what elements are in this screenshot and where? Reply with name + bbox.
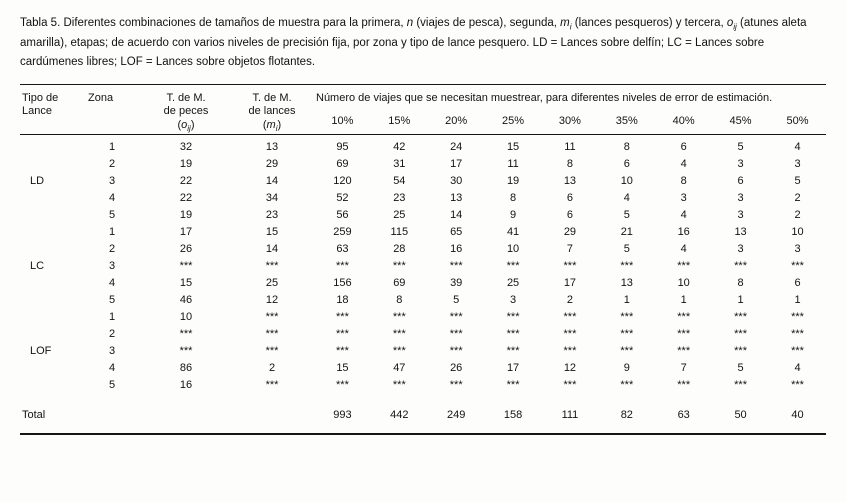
value-cell: *** xyxy=(791,379,804,392)
value-cell: *** xyxy=(563,345,577,358)
lances-cell: 14 xyxy=(265,175,279,188)
total-value-cell: 993 xyxy=(333,409,352,422)
value-cell: 29 xyxy=(563,226,577,239)
value-cell: 6 xyxy=(566,209,573,222)
table-row xyxy=(20,275,826,292)
zona-cell: 5 xyxy=(108,294,116,307)
table-row xyxy=(20,241,826,258)
value-cell: 4 xyxy=(623,192,630,205)
value-cell: 1 xyxy=(623,294,630,307)
value-cell: 10 xyxy=(620,175,633,188)
zona-cell: 3 xyxy=(108,260,116,273)
value-cell: 3 xyxy=(737,209,744,222)
peces-cell: *** xyxy=(179,260,193,273)
value-cell: 13 xyxy=(563,175,577,188)
peces-cell: 19 xyxy=(179,209,193,222)
value-cell: *** xyxy=(563,328,577,341)
value-cell: 8 xyxy=(623,141,630,154)
value-cell: 17 xyxy=(506,362,520,375)
value-cell: 11 xyxy=(564,141,576,154)
group-label-cell xyxy=(20,135,82,157)
total-row xyxy=(20,394,826,434)
col-header-span: Número de viajes que se necesitan muestrear, para diferentes niveles de error de estimación. xyxy=(316,91,773,104)
value-cell: 31 xyxy=(393,158,406,171)
value-cell: *** xyxy=(449,328,463,341)
table-row xyxy=(20,326,826,343)
table-row xyxy=(20,309,826,326)
lances-cell: 29 xyxy=(265,158,279,171)
value-cell: 15 xyxy=(506,141,520,154)
value-cell: *** xyxy=(506,379,520,392)
value-cell: 69 xyxy=(393,277,406,290)
value-cell: 1 xyxy=(794,294,801,307)
value-cell: 4 xyxy=(680,158,687,171)
value-cell: 16 xyxy=(677,226,690,239)
col-header-line: de lances xyxy=(248,105,296,118)
value-cell: 4 xyxy=(794,141,801,154)
table-row xyxy=(20,343,826,360)
table-row xyxy=(20,224,826,241)
empty-cell xyxy=(82,394,142,434)
value-cell: 5 xyxy=(737,362,744,375)
peces-cell: 86 xyxy=(179,362,193,375)
value-cell: 30 xyxy=(450,175,463,188)
value-cell: 9 xyxy=(510,209,517,222)
value-cell: 8 xyxy=(396,294,403,307)
group-label-cell xyxy=(20,292,82,309)
value-cell: *** xyxy=(336,260,349,273)
total-value-cell: 63 xyxy=(677,409,690,422)
value-cell: *** xyxy=(791,345,804,358)
value-cell: 8 xyxy=(566,158,573,171)
value-cell: *** xyxy=(392,328,406,341)
value-cell: *** xyxy=(791,328,804,341)
value-cell: 6 xyxy=(680,141,687,154)
value-cell: 115 xyxy=(390,226,409,239)
value-cell: *** xyxy=(449,379,463,392)
zona-cell: 4 xyxy=(108,192,116,205)
value-cell: *** xyxy=(677,311,691,324)
value-cell: *** xyxy=(677,328,691,341)
value-cell: *** xyxy=(734,260,747,273)
lances-cell: *** xyxy=(265,328,279,341)
value-cell: 4 xyxy=(680,243,687,256)
value-cell: *** xyxy=(449,311,463,324)
lances-cell: *** xyxy=(265,345,279,358)
value-cell: 6 xyxy=(566,192,573,205)
value-cell: *** xyxy=(392,379,406,392)
value-cell: 25 xyxy=(506,277,520,290)
total-value-cell: 249 xyxy=(447,409,466,422)
zona-cell: 2 xyxy=(108,158,116,171)
value-cell: 56 xyxy=(336,209,349,222)
group-label-cell xyxy=(20,309,82,326)
value-cell: 19 xyxy=(506,175,520,188)
value-cell: 14 xyxy=(450,209,463,222)
value-cell: 3 xyxy=(680,192,687,205)
group-label-cell xyxy=(20,360,82,377)
group-label-cell: LC xyxy=(30,260,45,273)
group-label-cell xyxy=(20,190,82,207)
value-cell: 2 xyxy=(794,209,801,222)
value-cell: 3 xyxy=(737,158,744,171)
value-cell: 6 xyxy=(737,175,744,188)
table-row xyxy=(20,135,826,157)
value-cell: *** xyxy=(620,345,634,358)
table-row xyxy=(20,377,826,394)
value-cell: 3 xyxy=(794,243,801,256)
value-cell: *** xyxy=(392,311,406,324)
value-cell: 7 xyxy=(680,362,687,375)
col-header-line: Lance xyxy=(22,105,52,118)
value-cell: 5 xyxy=(623,243,630,256)
total-value-cell: 158 xyxy=(503,409,523,422)
empty-cell xyxy=(142,394,230,434)
value-cell: 28 xyxy=(393,243,406,256)
value-cell: 23 xyxy=(393,192,406,205)
value-cell: 24 xyxy=(450,141,463,154)
col-header-peces xyxy=(142,84,230,135)
value-cell: 18 xyxy=(336,294,349,307)
group-label-cell: LOF xyxy=(30,345,52,358)
value-cell: 12 xyxy=(563,362,577,375)
percent-header: 50% xyxy=(769,106,826,135)
table-row xyxy=(20,156,826,173)
value-cell: 120 xyxy=(333,175,352,188)
value-cell: *** xyxy=(563,379,577,392)
value-cell: 26 xyxy=(450,362,463,375)
total-label-cell: Total xyxy=(22,409,46,422)
peces-cell: 46 xyxy=(179,294,193,307)
percent-header: 15% xyxy=(371,106,428,135)
peces-cell: 15 xyxy=(179,277,193,290)
peces-cell: 17 xyxy=(179,226,193,239)
value-cell: 3 xyxy=(737,243,744,256)
value-cell: *** xyxy=(620,311,634,324)
value-cell: 15 xyxy=(336,362,349,375)
zona-cell: 2 xyxy=(108,243,116,256)
value-cell: 13 xyxy=(734,226,747,239)
value-cell: *** xyxy=(506,345,520,358)
value-cell: 10 xyxy=(506,243,520,256)
value-cell: *** xyxy=(677,345,691,358)
table-row xyxy=(20,207,826,224)
group-label-cell xyxy=(20,326,82,343)
value-cell: 3 xyxy=(794,158,801,171)
value-cell: *** xyxy=(620,260,634,273)
total-value-cell: 40 xyxy=(791,409,804,422)
header-row-top xyxy=(20,84,826,106)
value-cell: 42 xyxy=(393,141,406,154)
col-header-symbol: $(m_i)$ xyxy=(262,119,282,134)
table-body xyxy=(20,135,826,435)
value-cell: *** xyxy=(506,328,520,341)
value-cell: *** xyxy=(506,311,520,324)
value-cell: 7 xyxy=(566,243,573,256)
value-cell: 65 xyxy=(450,226,463,239)
col-header-line: T. de M. xyxy=(166,91,206,104)
sample-size-table xyxy=(20,84,826,436)
table-caption: Tabla 5. Diferentes combinaciones de tamaños de muestra para la primera, n (viajes de pesca), segunda, $m_i$ (lances pesqueros) y tercera, $o_{ij}$ (atunes aleta amarilla), etapas; de acuerdo con varios niveles de precisión fija, por zona y tipo de lance pesquero. LD = Lances sobre delfín; LC = Lances sobre cardúmenes libres; LOF = Lances sobre objetos flotantes. xyxy=(20,17,807,68)
value-cell: *** xyxy=(677,260,691,273)
zona-cell: 1 xyxy=(108,311,116,324)
peces-cell: 22 xyxy=(179,192,193,205)
zona-cell: 3 xyxy=(108,175,116,188)
value-cell: 54 xyxy=(393,175,406,188)
value-cell: 21 xyxy=(620,226,633,239)
value-cell: *** xyxy=(392,260,406,273)
percent-header: 40% xyxy=(655,106,712,135)
value-cell: 2 xyxy=(566,294,573,307)
value-cell: 156 xyxy=(333,277,352,290)
value-cell: *** xyxy=(336,345,349,358)
lances-cell: 13 xyxy=(265,141,279,154)
value-cell: *** xyxy=(734,345,747,358)
value-cell: *** xyxy=(620,379,634,392)
lances-cell: 12 xyxy=(265,294,279,307)
value-cell: 47 xyxy=(393,362,406,375)
lances-cell: 15 xyxy=(265,226,279,239)
peces-cell: *** xyxy=(179,328,193,341)
lances-cell: 25 xyxy=(265,277,279,290)
table-header xyxy=(20,84,826,135)
zona-cell: 2 xyxy=(108,328,116,341)
peces-cell: 32 xyxy=(179,141,193,154)
value-cell: 5 xyxy=(737,141,744,154)
zona-cell: 4 xyxy=(108,362,116,375)
col-header-line: de peces xyxy=(163,105,209,118)
value-cell: 16 xyxy=(450,243,463,256)
col-header-tipo-de-lance xyxy=(20,84,82,135)
value-cell: *** xyxy=(449,345,463,358)
table-row xyxy=(20,360,826,377)
value-cell: 41 xyxy=(506,226,520,239)
group-label-cell xyxy=(20,275,82,292)
zona-cell: 5 xyxy=(108,209,116,222)
percent-header: 30% xyxy=(542,106,599,135)
col-header-zona xyxy=(82,84,142,135)
value-cell: 5 xyxy=(453,294,460,307)
peces-cell: 22 xyxy=(179,175,193,188)
value-cell: 95 xyxy=(336,141,349,154)
group-label-cell xyxy=(20,207,82,224)
value-cell: 9 xyxy=(623,362,630,375)
value-cell: 2 xyxy=(794,192,801,205)
table-row xyxy=(20,173,826,190)
zona-cell: 5 xyxy=(108,379,116,392)
percent-header: 10% xyxy=(314,106,371,135)
value-cell: 69 xyxy=(336,158,349,171)
value-cell: 10 xyxy=(791,226,804,239)
total-value-cell: 50 xyxy=(734,409,747,422)
value-cell: 17 xyxy=(563,277,577,290)
col-header-line: T. de M. xyxy=(252,91,292,104)
zona-cell: 4 xyxy=(108,277,116,290)
value-cell: 13 xyxy=(450,192,463,205)
value-cell: 1 xyxy=(680,294,687,307)
value-cell: 11 xyxy=(507,158,519,171)
table-row xyxy=(20,190,826,207)
value-cell: 25 xyxy=(393,209,406,222)
total-value-cell: 82 xyxy=(620,409,633,422)
value-cell: *** xyxy=(392,345,406,358)
value-cell: *** xyxy=(563,311,577,324)
value-cell: 4 xyxy=(680,209,687,222)
lances-cell: 2 xyxy=(268,362,276,375)
col-header-line: Zona xyxy=(88,91,114,104)
lances-cell: 14 xyxy=(265,243,279,256)
zona-cell: 1 xyxy=(108,141,116,154)
value-cell: 63 xyxy=(336,243,349,256)
value-cell: 8 xyxy=(737,277,744,290)
value-cell: 5 xyxy=(794,175,801,188)
col-header-lances xyxy=(230,84,314,135)
value-cell: *** xyxy=(449,260,463,273)
peces-cell: 16 xyxy=(179,379,193,392)
value-cell: *** xyxy=(336,328,349,341)
lances-cell: *** xyxy=(265,311,279,324)
value-cell: 8 xyxy=(510,192,517,205)
value-cell: 3 xyxy=(510,294,517,307)
value-cell: *** xyxy=(734,328,747,341)
lances-cell: 34 xyxy=(265,192,279,205)
peces-cell: 19 xyxy=(179,158,193,171)
col-header-symbol: $(o_{ij})$ xyxy=(177,119,195,134)
zona-cell: 3 xyxy=(108,345,116,358)
value-cell: *** xyxy=(620,328,634,341)
value-cell: *** xyxy=(734,379,747,392)
group-label-cell: LD xyxy=(30,175,45,188)
value-cell: 5 xyxy=(623,209,630,222)
total-value-cell: 442 xyxy=(390,409,409,422)
group-label-cell xyxy=(20,156,82,173)
percent-header: 20% xyxy=(428,106,485,135)
value-cell: *** xyxy=(506,260,520,273)
table-row xyxy=(20,292,826,309)
value-cell: 4 xyxy=(794,362,801,375)
percent-header: 45% xyxy=(712,106,769,135)
empty-cell xyxy=(230,394,314,434)
value-cell: 3 xyxy=(737,192,744,205)
group-label-cell xyxy=(20,224,82,241)
value-cell: *** xyxy=(791,311,804,324)
table-row xyxy=(20,258,826,275)
value-cell: 17 xyxy=(450,158,463,171)
value-cell: 39 xyxy=(450,277,463,290)
value-cell: *** xyxy=(791,260,804,273)
value-cell: *** xyxy=(734,311,747,324)
lances-cell: *** xyxy=(265,379,279,392)
value-cell: *** xyxy=(563,260,577,273)
zona-cell: 1 xyxy=(108,226,116,239)
lances-cell: *** xyxy=(265,260,279,273)
peces-cell: 10 xyxy=(179,311,193,324)
value-cell: 259 xyxy=(333,226,352,239)
value-cell: 8 xyxy=(680,175,687,188)
value-cell: 6 xyxy=(623,158,630,171)
group-label-cell xyxy=(20,241,82,258)
lances-cell: 23 xyxy=(265,209,279,222)
value-cell: 10 xyxy=(677,277,690,290)
value-cell: *** xyxy=(336,379,349,392)
value-cell: 6 xyxy=(794,277,801,290)
value-cell: 1 xyxy=(737,294,744,307)
peces-cell: *** xyxy=(179,345,193,358)
peces-cell: 26 xyxy=(179,243,193,256)
percent-header: 25% xyxy=(485,106,542,135)
value-cell: 52 xyxy=(336,192,349,205)
value-cell: *** xyxy=(677,379,691,392)
percent-header: 35% xyxy=(598,106,655,135)
col-header-line: Tipo de xyxy=(22,91,59,104)
total-value-cell: 111 xyxy=(561,409,579,422)
group-label-cell xyxy=(20,377,82,394)
value-cell: *** xyxy=(336,311,349,324)
value-cell: 13 xyxy=(620,277,633,290)
